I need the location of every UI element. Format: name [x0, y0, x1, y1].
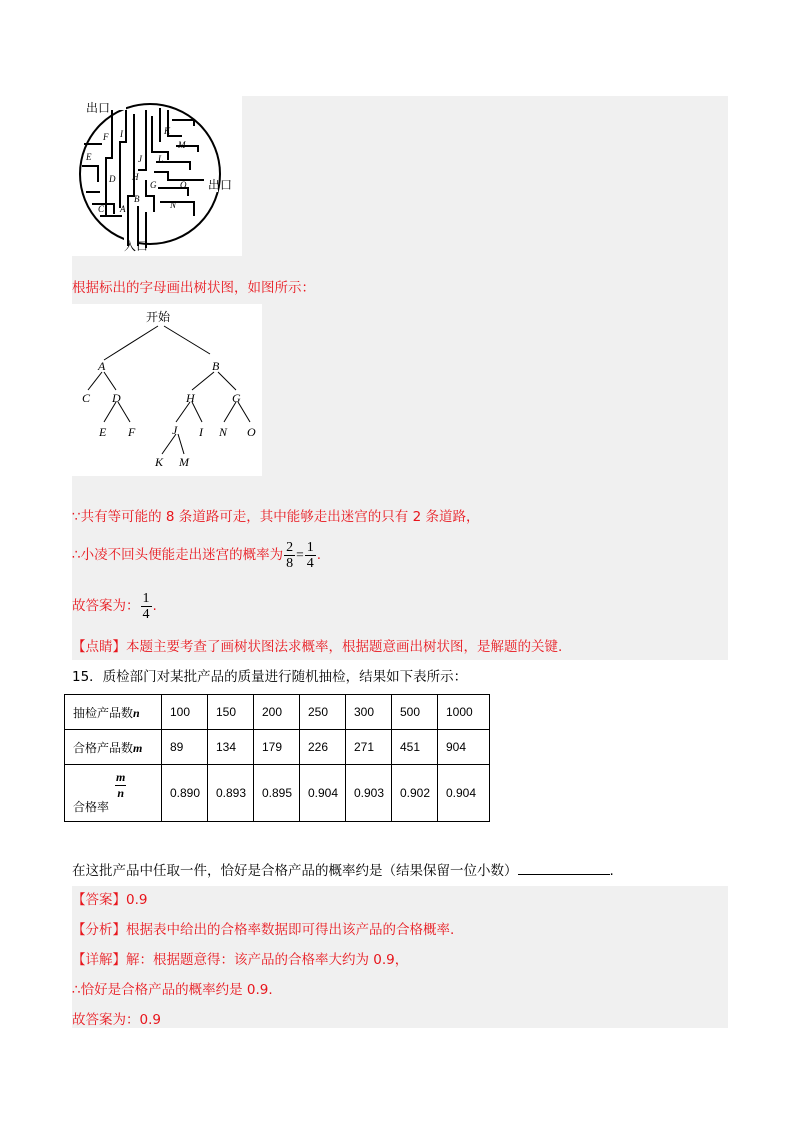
maze-letter: I: [120, 129, 123, 139]
maze-letter: N: [170, 200, 177, 210]
maze-entrance-label: 入口: [124, 239, 149, 253]
maze-letter: G: [150, 180, 157, 190]
answer15-therefore: ∴恰好是合格产品的概率约是 0.9.: [72, 982, 273, 998]
maze-letter: E: [86, 152, 92, 162]
maze-exit-top-label: 出口: [86, 101, 111, 115]
because-mid: 条道路可走，其中能够走出迷宫的只有: [174, 509, 413, 525]
q15-question-end: .: [609, 863, 614, 879]
table-cell: 0.902: [392, 765, 438, 822]
tree-node: I: [199, 425, 203, 439]
maze-letter: D: [109, 174, 116, 184]
tree-node: E: [99, 425, 107, 439]
maze-letter: L: [158, 154, 164, 164]
table-cell: 451: [392, 730, 438, 765]
tree-node: O: [247, 425, 256, 439]
equals-sign: =: [296, 547, 304, 562]
q15-stem: 15．质检部门对某批产品的质量进行随机抽检，结果如下表所示：: [72, 669, 468, 685]
table-cell: 89: [162, 730, 208, 765]
table-cell: 271: [346, 730, 392, 765]
tree-node: A: [98, 359, 106, 373]
maze-letter: K: [164, 126, 171, 136]
table-cell: 0.893: [208, 765, 254, 822]
maze-letter: O: [180, 180, 187, 190]
because-n2: 2: [412, 509, 422, 525]
answer14-label: 故答案为：: [72, 598, 140, 614]
table-cell: 0.903: [346, 765, 392, 822]
quality-table: [64, 694, 490, 822]
q15-question-text: 在这批产品中任取一件，恰好是合格产品的概率约是（结果保留一位小数）: [72, 863, 518, 879]
answer15-detail: 【详解】解：根据题意得：该产品的合格率大约为 0.9，: [72, 952, 409, 968]
table-row: [65, 695, 490, 730]
table-cell: 300: [346, 695, 392, 730]
table-cell: 150: [208, 695, 254, 730]
fraction-2-8: [284, 540, 295, 571]
table-cell: 0.895: [254, 765, 300, 822]
therefore-end: .: [316, 547, 322, 563]
fraction-1-4: [305, 540, 316, 571]
tree-node: F: [128, 425, 136, 439]
table-cell: 250: [300, 695, 346, 730]
q15-question: [72, 860, 614, 880]
table-header-cell: [65, 730, 162, 765]
maze-exit-right-label: 出口: [208, 178, 233, 192]
answer14-line: [72, 588, 157, 624]
because-post: 条道路，: [421, 509, 480, 525]
table-header-cell: [65, 765, 162, 822]
frac-den: 4: [306, 555, 314, 571]
table-cell: 100: [162, 695, 208, 730]
answer15-final: 故答案为：0.9: [72, 1012, 161, 1028]
tree-node: M: [179, 455, 189, 469]
maze-letter: C: [98, 204, 105, 214]
table-row: [65, 765, 490, 822]
row-label: 抽检产品数: [73, 705, 134, 720]
frac-num: 2: [286, 539, 294, 555]
maze-figure: [72, 96, 242, 256]
table-cell: 0.904: [438, 765, 490, 822]
maze-diagram: [72, 96, 242, 256]
tree-node: D: [112, 391, 121, 405]
table-cell: 134: [208, 730, 254, 765]
table-cell: 179: [254, 730, 300, 765]
answer-blank[interactable]: [518, 860, 610, 875]
maze-letter: J: [138, 154, 142, 164]
row-label: 合格产品数: [73, 740, 134, 755]
because-n1: 8: [165, 509, 175, 525]
maze-letter: H: [132, 172, 139, 182]
therefore-line: [72, 537, 321, 573]
table-cell: 500: [392, 695, 438, 730]
frac-den: 4: [142, 606, 150, 622]
maze-letter: B: [134, 194, 140, 204]
frac-den: 8: [286, 555, 294, 571]
table-cell: 226: [300, 730, 346, 765]
tree-node: G: [232, 391, 241, 405]
rate-fraction: [114, 770, 127, 801]
frac-num: m: [116, 770, 126, 784]
tree-node: N: [219, 425, 228, 439]
comment14: 【点睛】本题主要考查了画树状图法求概率，根据题意画出树状图，是解题的关键.: [72, 639, 563, 655]
table-header-cell: [65, 695, 162, 730]
tree-node: C: [82, 391, 91, 405]
table-cell: 0.890: [162, 765, 208, 822]
tree-node: H: [186, 391, 195, 405]
fraction-answer: [141, 591, 152, 622]
table-row: [65, 730, 490, 765]
table-cell: 1000: [438, 695, 490, 730]
answer15-answer: 【答案】0.9: [72, 892, 148, 908]
tree-svg: [72, 304, 262, 476]
frac-num: 1: [306, 539, 314, 555]
answer15-analysis: 【分析】根据表中给出的合格率数据即可得出该产品的合格概率.: [72, 922, 455, 938]
row-var: n: [133, 705, 140, 720]
row-var: m: [133, 740, 143, 755]
table-cell: 0.904: [300, 765, 346, 822]
because-pre: ∵共有等可能的: [72, 509, 166, 525]
frac-den: n: [117, 786, 125, 800]
tree-node: B: [212, 359, 220, 373]
maze-letter: M: [178, 140, 186, 150]
maze-letter: F: [103, 132, 109, 142]
solution-intro: 根据标出的字母画出树状图，如图所示：: [72, 280, 315, 296]
table-cell: 904: [438, 730, 490, 765]
frac-num: 1: [142, 590, 150, 606]
row-label: 合格率: [73, 800, 110, 814]
therefore-text: ∴小凌不回头便能走出迷宫的概率为: [72, 547, 284, 563]
table-cell: 200: [254, 695, 300, 730]
tree-diagram: [72, 304, 262, 476]
tree-node: J: [172, 423, 178, 437]
answer14-end: .: [152, 598, 157, 614]
because-line: [72, 508, 479, 526]
tree-node: K: [155, 455, 164, 469]
tree-root-label: 开始: [146, 310, 171, 324]
quality-table-wrap: [64, 694, 490, 822]
solution-block-bg: [242, 96, 728, 256]
maze-letter: A: [120, 204, 126, 214]
